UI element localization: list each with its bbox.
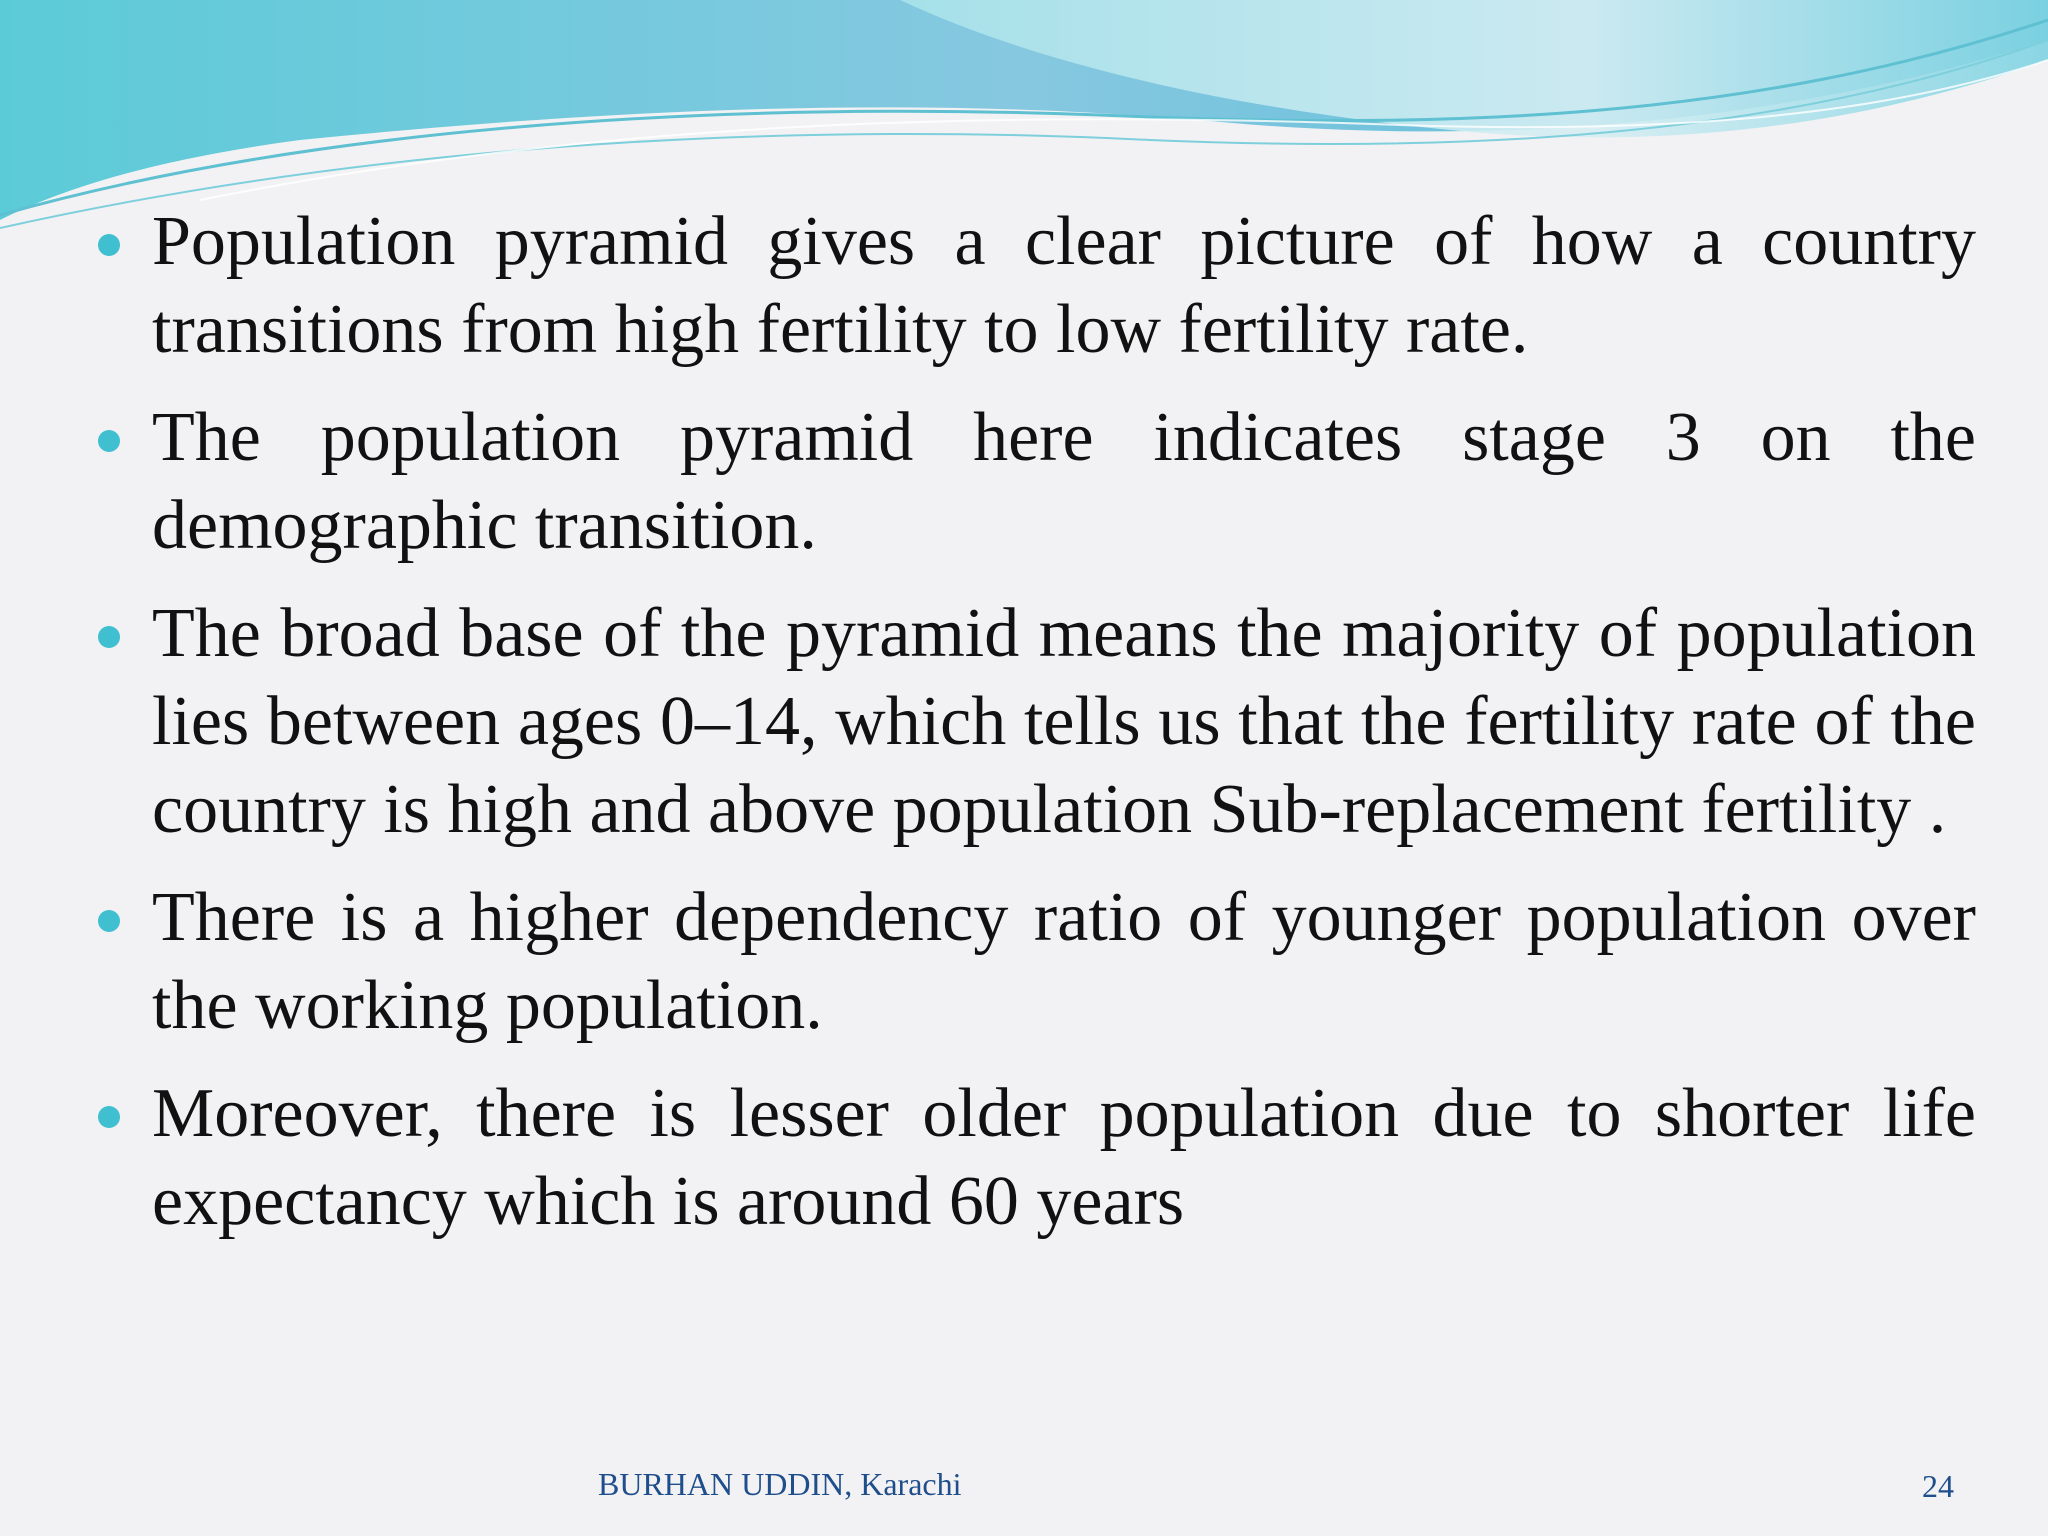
bullet-text: The population pyramid here indicates stage 3 on the demographic transition. [152, 399, 1976, 564]
bullet-dot-icon [98, 910, 120, 932]
bullet-dot-icon [98, 430, 120, 452]
bullet-item [96, 198, 1976, 374]
bullet-dot-icon [98, 1106, 120, 1128]
bullet-item [96, 1070, 1976, 1246]
bullet-item [96, 590, 1976, 854]
bullet-list [96, 198, 1976, 1246]
bullet-text: Population pyramid gives a clear picture of how a country transitions from high fertility to low fertility rate. [152, 203, 1976, 368]
footer-author: BURHAN UDDIN, Karachi [598, 1466, 962, 1502]
slide-content [96, 198, 1976, 1266]
bullet-text: The broad base of the pyramid means the majority of population lies between ages 0–14, which tells us that the fertility rate of the country is high and above population Sub-replacement fertility . [152, 595, 1976, 848]
bullet-dot-icon [98, 626, 120, 648]
bullet-text: Moreover, there is lesser older population due to shorter life expectancy which is around 60 years [152, 1075, 1976, 1240]
page-number: 24 [1922, 1468, 1954, 1504]
bullet-item [96, 394, 1976, 570]
bullet-text: There is a higher dependency ratio of younger population over the working population. [152, 879, 1976, 1044]
bullet-item [96, 874, 1976, 1050]
bullet-dot-icon [98, 234, 120, 256]
